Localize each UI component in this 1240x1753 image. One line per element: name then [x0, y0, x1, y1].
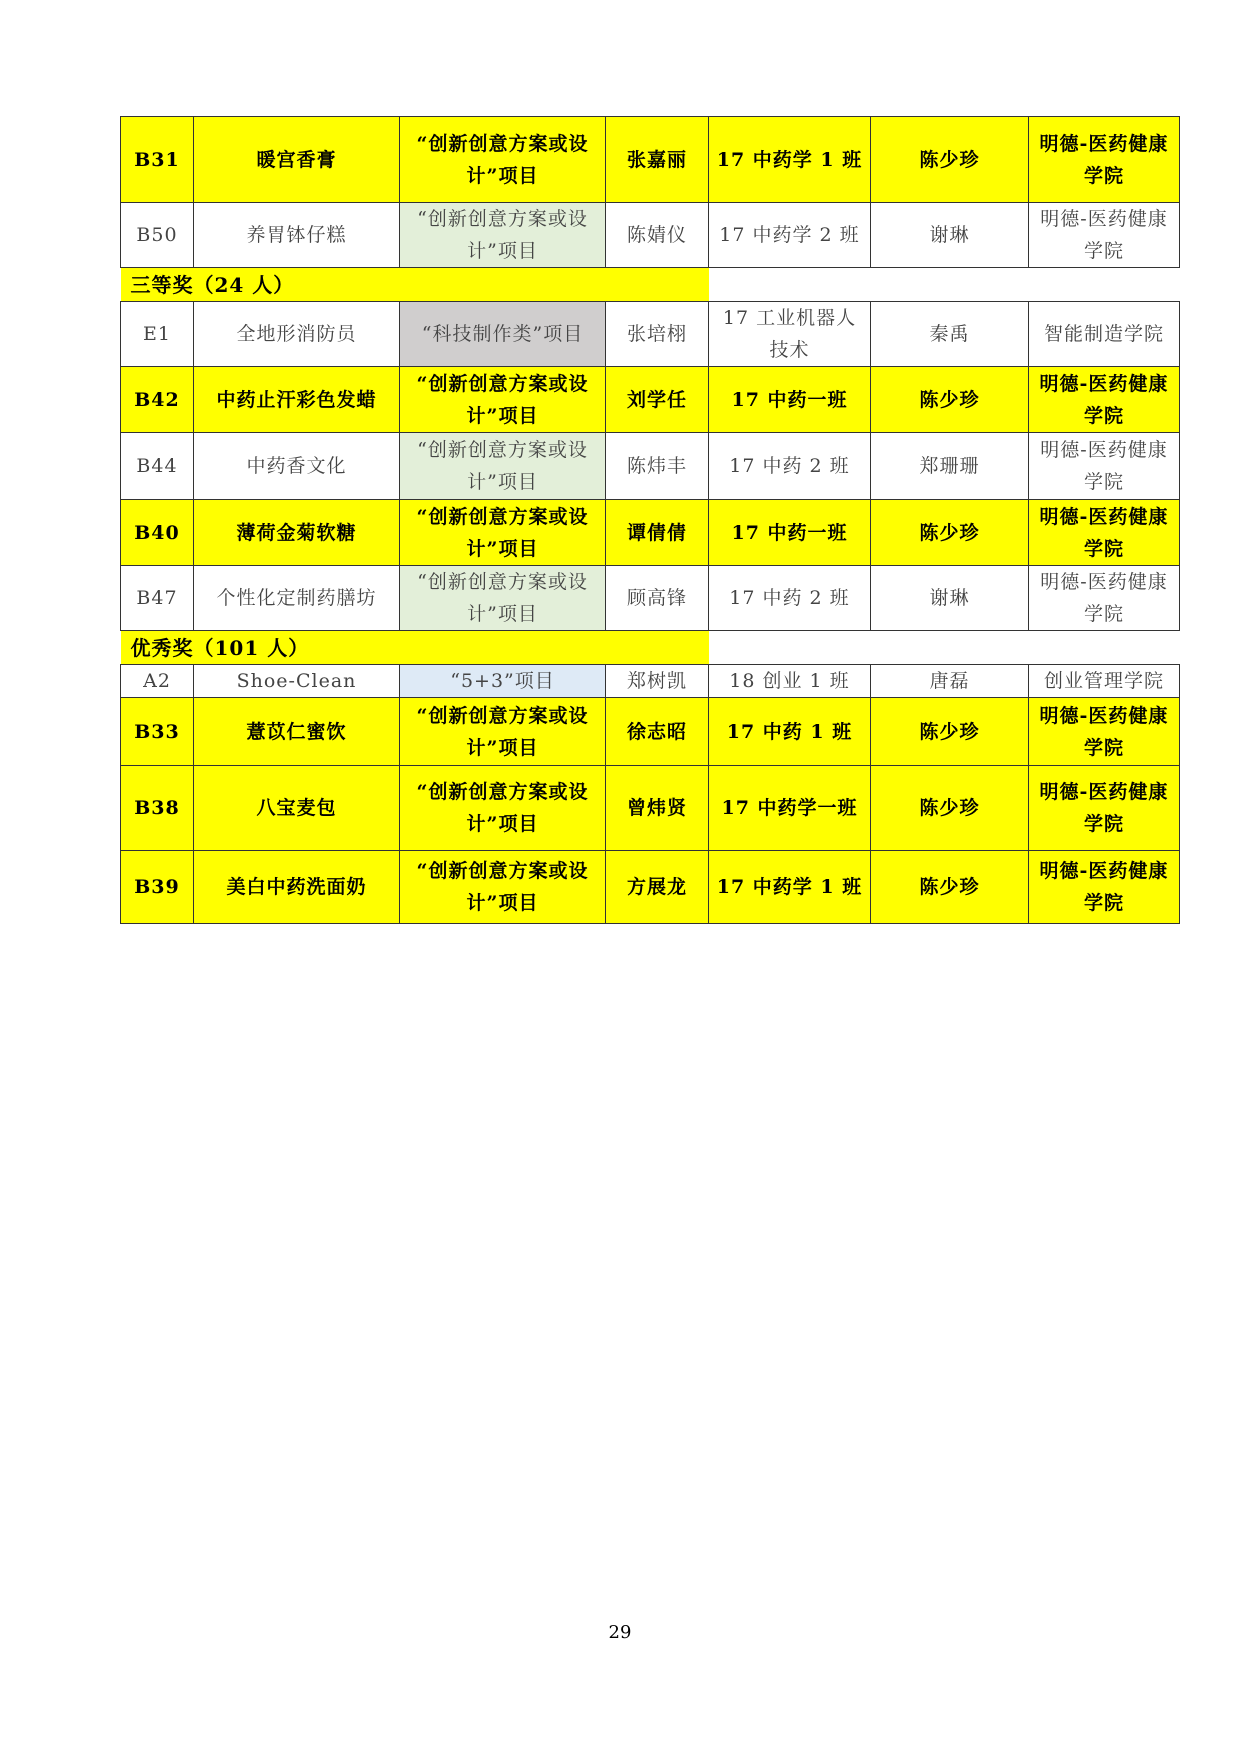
advisor-name-cell: 郑珊珊: [871, 433, 1029, 500]
college-name-cell: 创业管理学院: [1029, 665, 1180, 698]
project-category-cell: “创新创意方案或设计”项目: [400, 203, 606, 268]
project-category-cell: “科技制作类”项目: [400, 302, 606, 367]
student-name-cell: 郑树凯: [606, 665, 709, 698]
project-category-cell: “创新创意方案或设计”项目: [400, 117, 606, 203]
college-name-cell: 明德-医药健康学院: [1029, 851, 1180, 924]
project-id-cell: B31: [121, 117, 194, 203]
table-row: [121, 433, 1180, 500]
award-table: [120, 116, 1180, 924]
project-name-cell: 美白中药洗面奶: [194, 851, 400, 924]
project-name-cell: 薄荷金菊软糖: [194, 500, 400, 566]
college-name-cell: 智能制造学院: [1029, 302, 1180, 367]
class-name-cell: 17 中药一班: [709, 500, 871, 566]
award-section-header: [121, 268, 1180, 302]
college-name-cell: 明德-医药健康学院: [1029, 433, 1180, 500]
project-category-cell: “创新创意方案或设计”项目: [400, 367, 606, 433]
advisor-name-cell: 秦禹: [871, 302, 1029, 367]
project-id-cell: B50: [121, 203, 194, 268]
student-name-cell: 陈婧仪: [606, 203, 709, 268]
student-name-cell: 顾高锋: [606, 566, 709, 631]
student-name-cell: 刘学任: [606, 367, 709, 433]
college-name-cell: 明德-医药健康学院: [1029, 500, 1180, 566]
project-name-cell: 八宝麦包: [194, 766, 400, 851]
class-name-cell: 17 中药 2 班: [709, 566, 871, 631]
project-category-cell: “5+3”项目: [400, 665, 606, 698]
project-id-cell: B44: [121, 433, 194, 500]
college-name-cell: 明德-医药健康学院: [1029, 367, 1180, 433]
project-id-cell: B39: [121, 851, 194, 924]
table-row: [121, 302, 1180, 367]
table-row: [121, 500, 1180, 566]
project-id-cell: E1: [121, 302, 194, 367]
college-name-cell: 明德-医药健康学院: [1029, 766, 1180, 851]
advisor-name-cell: 陈少珍: [871, 851, 1029, 924]
award-section-header: [121, 631, 1180, 665]
project-name-cell: Shoe-Clean: [194, 665, 400, 698]
student-name-cell: 张嘉丽: [606, 117, 709, 203]
table-row: [121, 665, 1180, 698]
project-id-cell: B42: [121, 367, 194, 433]
college-name-cell: 明德-医药健康学院: [1029, 698, 1180, 766]
table-row: [121, 203, 1180, 268]
project-id-cell: A2: [121, 665, 194, 698]
project-name-cell: 薏苡仁蜜饮: [194, 698, 400, 766]
section-spacer: [709, 268, 1180, 302]
project-name-cell: 中药止汗彩色发蜡: [194, 367, 400, 433]
student-name-cell: 张培栩: [606, 302, 709, 367]
class-name-cell: 17 中药 2 班: [709, 433, 871, 500]
table-row: [121, 566, 1180, 631]
college-name-cell: 明德-医药健康学院: [1029, 566, 1180, 631]
student-name-cell: 曾炜贤: [606, 766, 709, 851]
table-row: [121, 698, 1180, 766]
student-name-cell: 谭倩倩: [606, 500, 709, 566]
project-name-cell: 养胃钵仔糕: [194, 203, 400, 268]
table-row: [121, 766, 1180, 851]
project-category-cell: “创新创意方案或设计”项目: [400, 766, 606, 851]
class-name-cell: 17 中药学 1 班: [709, 851, 871, 924]
class-name-cell: 17 中药一班: [709, 367, 871, 433]
project-category-cell: “创新创意方案或设计”项目: [400, 433, 606, 500]
project-name-cell: 暖宫香膏: [194, 117, 400, 203]
class-name-cell: 17 中药 1 班: [709, 698, 871, 766]
project-id-cell: B38: [121, 766, 194, 851]
project-category-cell: “创新创意方案或设计”项目: [400, 851, 606, 924]
class-name-cell: 18 创业 1 班: [709, 665, 871, 698]
class-name-cell: 17 工业机器人技术: [709, 302, 871, 367]
project-name-cell: 个性化定制药膳坊: [194, 566, 400, 631]
project-category-cell: “创新创意方案或设计”项目: [400, 566, 606, 631]
table-row: [121, 851, 1180, 924]
advisor-name-cell: 陈少珍: [871, 500, 1029, 566]
award-level-label: 优秀奖（101 人）: [121, 631, 709, 665]
project-category-cell: “创新创意方案或设计”项目: [400, 698, 606, 766]
project-category-cell: “创新创意方案或设计”项目: [400, 500, 606, 566]
award-level-label: 三等奖（24 人）: [121, 268, 709, 302]
advisor-name-cell: 唐磊: [871, 665, 1029, 698]
page-number: 29: [608, 1622, 632, 1643]
class-name-cell: 17 中药学 2 班: [709, 203, 871, 268]
advisor-name-cell: 陈少珍: [871, 698, 1029, 766]
project-name-cell: 中药香文化: [194, 433, 400, 500]
table-row: [121, 117, 1180, 203]
class-name-cell: 17 中药学 1 班: [709, 117, 871, 203]
advisor-name-cell: 陈少珍: [871, 367, 1029, 433]
advisor-name-cell: 谢琳: [871, 203, 1029, 268]
table-row: [121, 367, 1180, 433]
class-name-cell: 17 中药学一班: [709, 766, 871, 851]
advisor-name-cell: 陈少珍: [871, 766, 1029, 851]
student-name-cell: 陈炜丰: [606, 433, 709, 500]
student-name-cell: 徐志昭: [606, 698, 709, 766]
project-id-cell: B47: [121, 566, 194, 631]
project-id-cell: B40: [121, 500, 194, 566]
table-body: [121, 117, 1180, 924]
college-name-cell: 明德-医药健康学院: [1029, 203, 1180, 268]
project-name-cell: 全地形消防员: [194, 302, 400, 367]
college-name-cell: 明德-医药健康学院: [1029, 117, 1180, 203]
project-id-cell: B33: [121, 698, 194, 766]
advisor-name-cell: 谢琳: [871, 566, 1029, 631]
advisor-name-cell: 陈少珍: [871, 117, 1029, 203]
section-spacer: [709, 631, 1180, 665]
student-name-cell: 方展龙: [606, 851, 709, 924]
